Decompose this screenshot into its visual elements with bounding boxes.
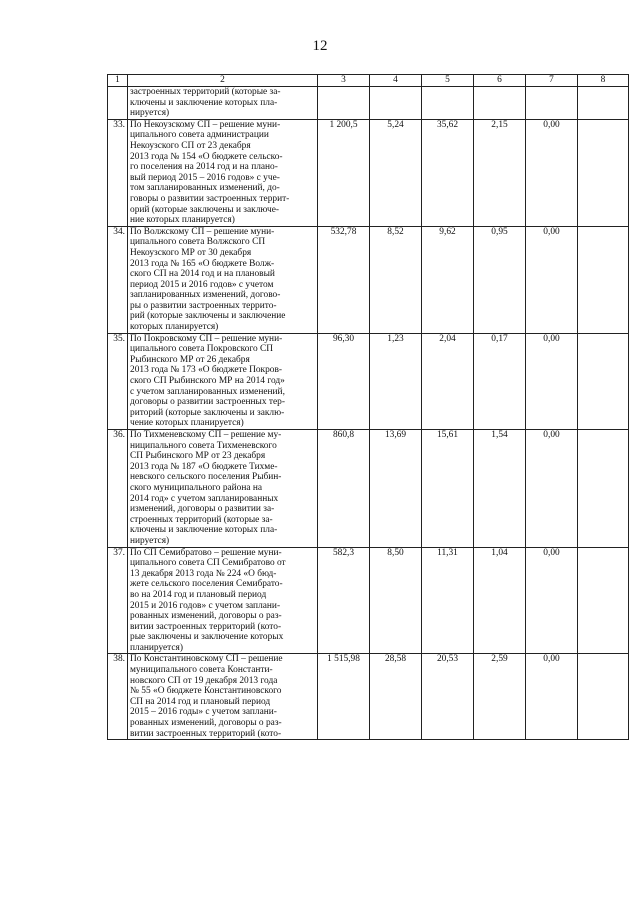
table-row xyxy=(108,226,629,333)
table-header-row xyxy=(108,75,629,87)
description-line: рованных изменений, договоры о раз- xyxy=(130,718,282,729)
header-cell: 6 xyxy=(474,75,526,87)
value-cell-c5: 11,31 xyxy=(422,547,474,654)
description-line: планируется) xyxy=(130,642,183,653)
description-line: 2013 года № 173 «О бюджете Покров- xyxy=(130,365,283,376)
table-row xyxy=(108,333,629,429)
value-cell-c5 xyxy=(422,87,474,120)
description-line: риторий (которые заключены и заклю- xyxy=(130,407,285,418)
value-cell-c8 xyxy=(578,547,629,654)
value-cell-c3: 582,3 xyxy=(318,547,370,654)
value-cell-c7: 0,00 xyxy=(526,654,578,740)
description-line: го поселения на 2014 год и на плано- xyxy=(130,162,278,173)
description-cell xyxy=(128,654,318,740)
value-cell-c8 xyxy=(578,430,629,548)
table-row xyxy=(108,87,629,120)
description-line: 2014 год» с учетом запланированных xyxy=(130,493,279,504)
description-line: чение которых планируется) xyxy=(130,418,244,429)
value-cell-c5: 9,62 xyxy=(422,226,474,333)
description-cell xyxy=(128,226,318,333)
description-line: запланированных изменений, догово- xyxy=(130,290,281,301)
description-line: ципального совета Покровского СП xyxy=(130,344,274,355)
description-line: застроенных территорий (которые за- xyxy=(130,87,281,97)
description-line: строенных территорий (которые за- xyxy=(130,514,273,525)
description-line: говоры о развитии застроенных террит- xyxy=(130,193,290,204)
table-row xyxy=(108,119,629,226)
description-line: По Волжскому СП – решение муни- xyxy=(130,226,275,237)
description-line: во на 2014 год и плановый период xyxy=(130,589,267,600)
row-number-cell: 35. xyxy=(108,333,128,429)
description-line: рые заключены и заключение которых xyxy=(130,632,284,643)
description-line: период 2015 и 2016 годов» с учетом xyxy=(130,279,274,290)
description-line: 2013 года № 165 «О бюджете Волж- xyxy=(130,258,275,269)
value-cell-c7: 0,00 xyxy=(526,547,578,654)
description-line: 2015 и 2016 годов» с учетом заплани- xyxy=(130,600,281,611)
value-cell-c8 xyxy=(578,119,629,226)
description-line: ры о развитии застроенных террито- xyxy=(130,300,277,311)
table-row xyxy=(108,547,629,654)
description-line: рованных изменений, договоры о раз- xyxy=(130,611,282,622)
description-line: ского СП Рыбинского МР на 2014 год» xyxy=(130,376,285,387)
budget-table xyxy=(107,74,629,740)
description-line: новского СП от 19 декабря 2013 года xyxy=(130,675,278,686)
value-cell-c4: 8,50 xyxy=(370,547,422,654)
description-line: орий (которые заключены и заключе- xyxy=(130,204,280,215)
description-line: вый период 2015 – 2016 годов» с уче- xyxy=(130,172,280,183)
value-cell-c5: 15,61 xyxy=(422,430,474,548)
value-cell-c3 xyxy=(318,87,370,120)
description-line: ниципального совета Тихменевского xyxy=(130,440,277,451)
value-cell-c6: 1,54 xyxy=(474,430,526,548)
value-cell-c6: 2,15 xyxy=(474,119,526,226)
value-cell-c6 xyxy=(474,87,526,120)
description-line: По Константиновскому СП – решение xyxy=(130,654,283,665)
description-line: ского муниципального района на xyxy=(130,482,263,493)
header-cell: 5 xyxy=(422,75,474,87)
description-cell xyxy=(128,119,318,226)
description-line: нируется) xyxy=(130,108,170,119)
description-line: витии застроенных территорий (кото- xyxy=(130,621,282,632)
page-number: 12 xyxy=(312,38,328,54)
description-line: договоры о развитии застроенных тер- xyxy=(130,397,285,408)
value-cell-c3: 532,78 xyxy=(318,226,370,333)
description-cell xyxy=(128,547,318,654)
description-line: ключены и заключение которых пла- xyxy=(130,525,278,536)
value-cell-c4: 13,69 xyxy=(370,430,422,548)
description-line: нируется) xyxy=(130,535,170,546)
description-line: том запланированных изменений, до- xyxy=(130,183,280,194)
description-line: Некоузского СП от 23 декабря xyxy=(130,140,251,151)
value-cell-c7: 0,00 xyxy=(526,430,578,548)
value-cell-c8 xyxy=(578,87,629,120)
value-cell-c7 xyxy=(526,87,578,120)
description-cell xyxy=(128,87,318,120)
description-line: По Покровскому СП – решение муни- xyxy=(130,333,283,344)
description-line: 2013 года № 187 «О бюджете Тихме- xyxy=(130,461,278,472)
table-row xyxy=(108,430,629,548)
row-number-cell: 36. xyxy=(108,430,128,548)
header-cell: 4 xyxy=(370,75,422,87)
description-line: По СП Семибратово – решение муни- xyxy=(130,547,282,558)
description-line: По Некоузскому СП – решение муни- xyxy=(130,119,281,130)
description-line: которых планируется) xyxy=(130,322,219,333)
row-number-cell: 34. xyxy=(108,226,128,333)
header-cell: 8 xyxy=(578,75,629,87)
value-cell-c4: 5,24 xyxy=(370,119,422,226)
header-cell: 7 xyxy=(526,75,578,87)
value-cell-c6: 0,95 xyxy=(474,226,526,333)
description-line: ключены и заключение которых пла- xyxy=(130,97,278,108)
value-cell-c4 xyxy=(370,87,422,120)
value-cell-c3: 1 515,98 xyxy=(318,654,370,740)
header-cell: 2 xyxy=(128,75,318,87)
description-line: невского сельского поселения Рыбин- xyxy=(130,472,282,483)
table-row xyxy=(108,654,629,740)
value-cell-c4: 8,52 xyxy=(370,226,422,333)
value-cell-c8 xyxy=(578,226,629,333)
value-cell-c7: 0,00 xyxy=(526,119,578,226)
description-line: 2015 – 2016 годы» с учетом заплани- xyxy=(130,707,277,718)
value-cell-c3: 96,30 xyxy=(318,333,370,429)
value-cell-c6: 0,17 xyxy=(474,333,526,429)
description-line: СП на 2014 год и плановый период xyxy=(130,696,271,707)
row-number-cell: 37. xyxy=(108,547,128,654)
value-cell-c3: 860,8 xyxy=(318,430,370,548)
description-line: ципального совета администрации xyxy=(130,130,269,141)
description-line: Рыбинского МР от 26 декабря xyxy=(130,354,250,365)
description-line: Некоузского МР от 30 декабря xyxy=(130,247,252,258)
description-line: рий (которые заключены и заключение xyxy=(130,311,286,322)
description-line: ципального совета Волжского СП xyxy=(130,237,266,248)
value-cell-c4: 28,58 xyxy=(370,654,422,740)
value-cell-c5: 2,04 xyxy=(422,333,474,429)
value-cell-c7: 0,00 xyxy=(526,226,578,333)
row-number-cell xyxy=(108,87,128,120)
description-cell xyxy=(128,333,318,429)
description-line: По Тихменевскому СП – решение му- xyxy=(130,430,282,440)
description-line: изменений, договоры о развитии за- xyxy=(130,504,275,515)
value-cell-c5: 35,62 xyxy=(422,119,474,226)
description-line: с учетом запланированных изменений, xyxy=(130,386,285,397)
description-line: № 55 «О бюджете Константиновского xyxy=(130,686,282,697)
value-cell-c7: 0,00 xyxy=(526,333,578,429)
description-line: жете сельского поселения Семибрато- xyxy=(130,579,283,590)
value-cell-c3: 1 200,5 xyxy=(318,119,370,226)
value-cell-c5: 20,53 xyxy=(422,654,474,740)
description-cell xyxy=(128,430,318,548)
value-cell-c6: 1,04 xyxy=(474,547,526,654)
description-line: ского СП на 2014 год и на плановый xyxy=(130,269,275,280)
value-cell-c6: 2,59 xyxy=(474,654,526,740)
description-line: 2013 года № 154 «О бюджете сельско- xyxy=(130,151,283,162)
description-line: 13 декабря 2013 года № 224 «О бюд- xyxy=(130,568,277,579)
description-line: витии застроенных территорий (кото- xyxy=(130,728,282,739)
description-line: СП Рыбинского МР от 23 декабря xyxy=(130,451,266,462)
description-line: ние которых планируется) xyxy=(130,215,235,226)
header-cell: 3 xyxy=(318,75,370,87)
header-cell: 1 xyxy=(108,75,128,87)
value-cell-c8 xyxy=(578,654,629,740)
row-number-cell: 33. xyxy=(108,119,128,226)
value-cell-c4: 1,23 xyxy=(370,333,422,429)
description-line: муниципального совета Константи- xyxy=(130,665,273,676)
value-cell-c8 xyxy=(578,333,629,429)
description-line: ципального совета СП Семибратово от xyxy=(130,558,286,569)
row-number-cell: 38. xyxy=(108,654,128,740)
